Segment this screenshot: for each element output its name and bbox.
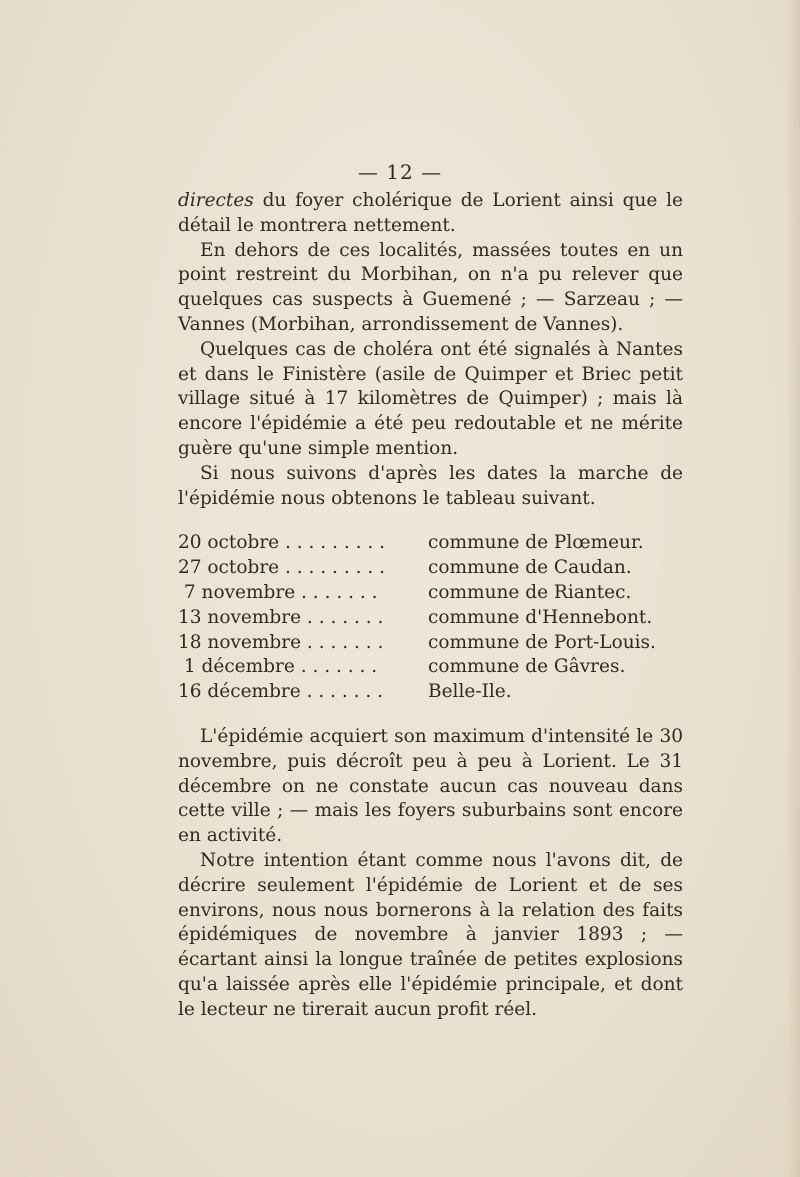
chronology-date: 27 octobre . . . . . . . . .	[178, 557, 385, 579]
paragraph-text: Notre intention étant comme nous l'avons dit, de décrire seulement l'épidémie de Lorient et de ses environs, nous nous bornerons à la relation des faits épidémiques de novembre à janvier 1893 ; — écartant ainsi la longue traînée de petites explosions qu'a laissée après elle l'épidémie principale, et dont le lecteur ne tirerait aucun profit réel.	[178, 849, 683, 1020]
paragraph-3	[178, 338, 683, 462]
paragraph-1	[178, 189, 683, 239]
chronology-row	[178, 631, 683, 656]
body-text	[178, 189, 683, 1023]
paragraph-text: Si nous suivons d'après les dates la marche de l'épidémie nous obtenons le tableau suivant.	[178, 462, 683, 509]
paragraph-text: du foyer cholérique de Lorient ainsi que le détail le montrera nettement.	[178, 190, 683, 236]
paragraph-text: Quelques cas de choléra ont été signalés à Nantes et dans le Finistère (asile de Quimper et Briec petit village situé à 17 kilomètres de Quimper) ; mais là encore l'épidémie a été peu redoutable et ne mérite guère qu'une simple mention.	[178, 338, 683, 459]
paragraph-5	[178, 725, 683, 849]
chronology-row	[178, 531, 683, 556]
page-edge-shadow	[786, 0, 800, 1177]
chronology-row	[178, 606, 683, 631]
page-number: — 12 —	[357, 160, 443, 184]
chronology-place: commune de Riantec.	[428, 581, 632, 603]
italic-lead: directes	[178, 190, 254, 211]
chronology-place: commune de Plœmeur.	[428, 532, 644, 554]
chronology-row	[178, 581, 683, 606]
chronology-date: 13 novembre . . . . . . .	[178, 606, 384, 628]
chronology-row	[178, 655, 683, 680]
paragraph-6	[178, 849, 683, 1023]
paragraph-text: L'épidémie acquiert son maximum d'intensité le 30 novembre, puis décroît peu à peu à Lorient. Le 31 décembre on ne constate aucun cas nouveau dans cette ville ; — mais les foyers suburbains sont encore en activité.	[178, 725, 683, 847]
chronology-row	[178, 680, 683, 705]
chronology-date: 1 décembre . . . . . . .	[178, 656, 378, 678]
chronology-date: 18 novembre . . . . . . .	[178, 631, 384, 653]
chronology-table	[178, 531, 683, 705]
chronology-place: commune d'Hennebont.	[428, 606, 653, 628]
paragraph-text: En dehors de ces localités, massées toutes en un point restreint du Morbihan, on n'a pu relever que quelques cas suspects à Guemené ; — Sarzeau ; — Vannes (Morbihan, arrondissement de Vannes).	[178, 239, 683, 335]
chronology-date: 20 octobre . . . . . . . . .	[178, 532, 385, 554]
chronology-place: commune de Port-Louis.	[428, 631, 656, 653]
chronology-date: 16 décembre . . . . . . .	[178, 681, 384, 703]
paragraph-2	[178, 239, 683, 338]
chronology-place: Belle-Ile.	[428, 681, 512, 703]
chronology-place: commune de Caudan.	[428, 557, 632, 579]
paragraph-4	[178, 462, 683, 512]
chronology-row	[178, 556, 683, 581]
chronology-date: 7 novembre . . . . . . .	[178, 581, 378, 603]
chronology-place: commune de Gâvres.	[428, 656, 626, 678]
